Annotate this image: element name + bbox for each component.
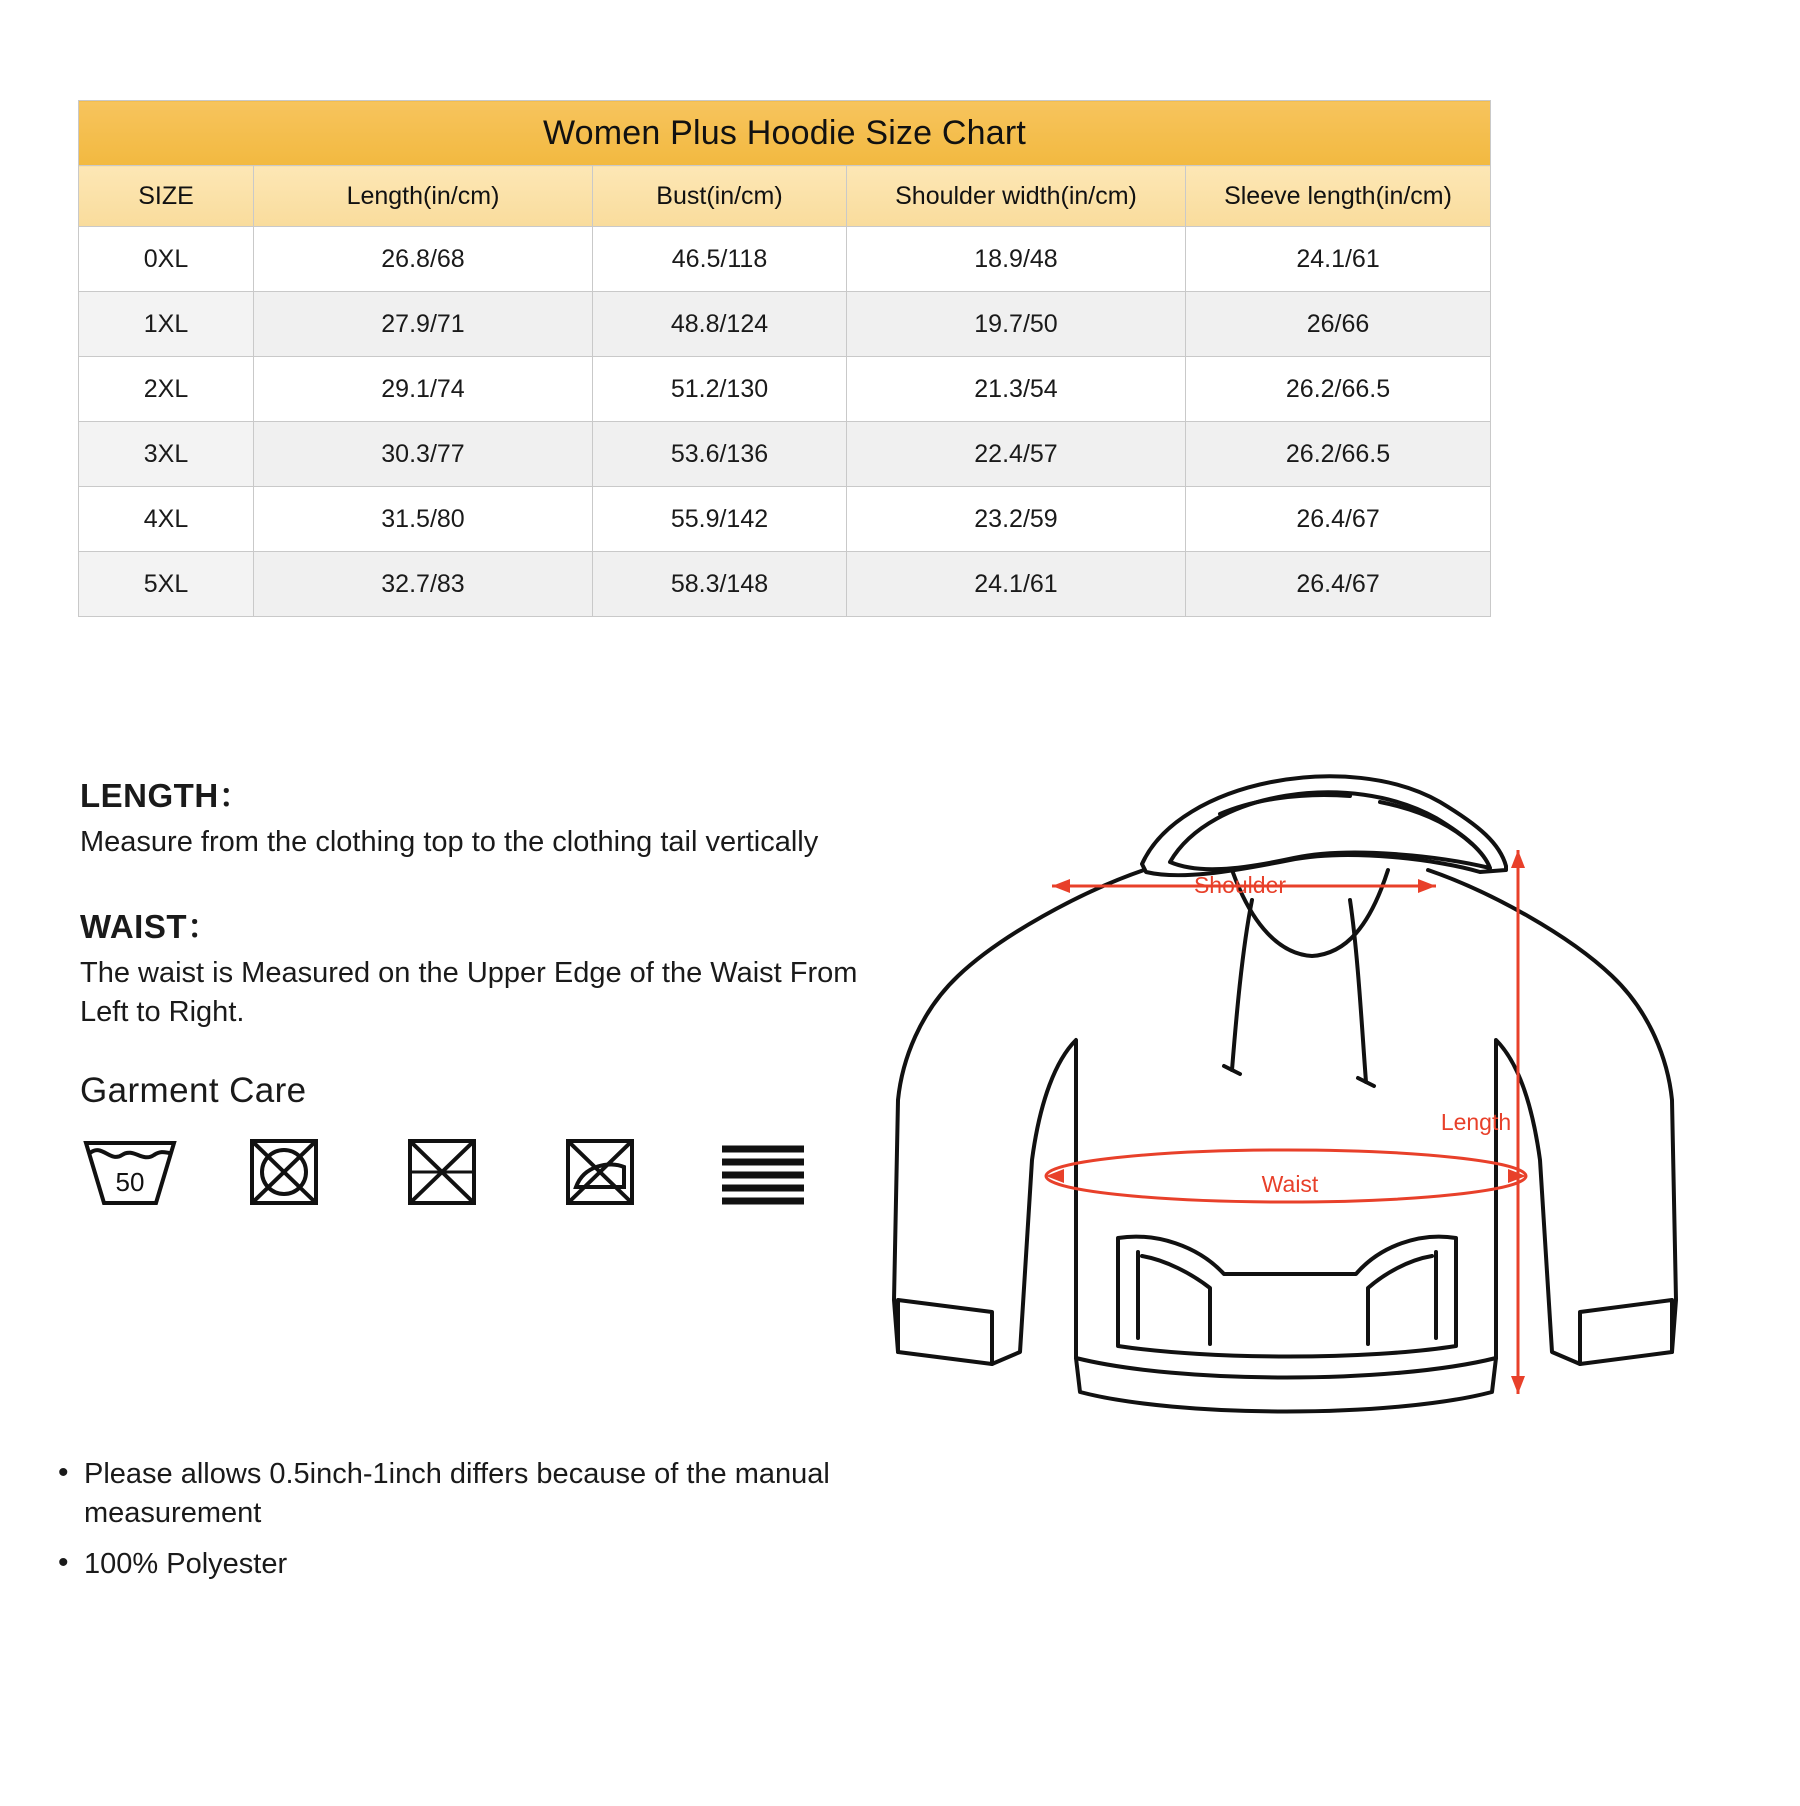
hem-line <box>1076 1358 1496 1378</box>
size-chart-container <box>78 100 1490 617</box>
note-item: • 100% Polyester <box>50 1545 930 1584</box>
pocket-right-fold <box>1368 1256 1432 1344</box>
table-row <box>79 357 1491 422</box>
cell-size: 1XL <box>79 292 254 357</box>
shoulder-arrow-right <box>1418 879 1436 893</box>
cell-length: 31.5/80 <box>254 487 593 552</box>
cell-size: 2XL <box>79 357 254 422</box>
cell-length: 30.3/77 <box>254 422 593 487</box>
size-chart-table <box>78 100 1491 617</box>
cell-shoulder: 22.4/57 <box>847 422 1186 487</box>
length-arrow-top <box>1511 850 1525 868</box>
table-row <box>79 227 1491 292</box>
cell-size: 0XL <box>79 227 254 292</box>
cell-sleeve: 26.4/67 <box>1186 487 1491 552</box>
measurement-instructions <box>80 770 900 1207</box>
wash-temp-label: 50 <box>115 1166 145 1197</box>
cell-length: 27.9/71 <box>254 292 593 357</box>
cell-length: 32.7/83 <box>254 552 593 617</box>
no-bleach-icon <box>238 1129 338 1207</box>
chart-header-row <box>79 166 1491 227</box>
hoodie-diagram <box>880 740 1780 1480</box>
hood-crease-left <box>1220 795 1350 814</box>
cell-sleeve: 26.4/67 <box>1186 552 1491 617</box>
hoodie-body-path <box>894 870 1676 1412</box>
chart-title: Women Plus Hoodie Size Chart <box>79 101 1491 166</box>
pocket-inner-edges <box>1138 1252 1436 1338</box>
cell-size: 3XL <box>79 422 254 487</box>
table-row <box>79 487 1491 552</box>
length-label: Length <box>1440 1109 1512 1135</box>
pocket-outer-path <box>1118 1237 1456 1357</box>
waist-heading: WAIST： <box>80 908 221 946</box>
cell-bust: 48.8/124 <box>593 292 847 357</box>
table-row <box>79 422 1491 487</box>
cell-shoulder: 24.1/61 <box>847 552 1186 617</box>
dry-flat-icon <box>712 1129 812 1207</box>
drawstring-right <box>1350 900 1366 1082</box>
column-header-bust: Bust(in/cm) <box>593 166 847 227</box>
garment-care-icon-row <box>80 1129 900 1207</box>
wash-50-icon <box>80 1129 180 1207</box>
footnotes <box>50 1455 930 1596</box>
cell-length: 29.1/74 <box>254 357 593 422</box>
hood-crease-right <box>1380 802 1472 844</box>
cell-size: 4XL <box>79 487 254 552</box>
no-iron-icon <box>554 1129 654 1207</box>
cell-size: 5XL <box>79 552 254 617</box>
garment-care-heading: Garment Care <box>80 1070 307 1110</box>
column-header-sleeve-length: Sleeve length(in/cm) <box>1186 166 1491 227</box>
cell-sleeve: 24.1/61 <box>1186 227 1491 292</box>
drawstring-left <box>1232 900 1252 1070</box>
cell-shoulder: 23.2/59 <box>847 487 1186 552</box>
cell-bust: 58.3/148 <box>593 552 847 617</box>
cell-shoulder: 19.7/50 <box>847 292 1186 357</box>
cell-length: 26.8/68 <box>254 227 593 292</box>
column-header-shoulder-width: Shoulder width(in/cm) <box>847 166 1186 227</box>
table-row <box>79 552 1491 617</box>
cell-bust: 53.6/136 <box>593 422 847 487</box>
table-row <box>79 292 1491 357</box>
length-description: Measure from the clothing top to the clothing tail vertically <box>80 826 819 858</box>
no-tumble-dry-icon <box>396 1129 496 1207</box>
note-item: • Please allows 0.5inch-1inch differs because of the manual measurement <box>50 1455 930 1533</box>
waist-description: The waist is Measured on the Upper Edge of the Waist From Left to Right. <box>80 957 858 1028</box>
cell-bust: 46.5/118 <box>593 227 847 292</box>
waist-label: Waist <box>1261 1171 1319 1197</box>
pocket-left-fold <box>1142 1256 1210 1344</box>
shoulder-arrow-left <box>1052 879 1070 893</box>
length-arrow-bottom <box>1511 1376 1525 1394</box>
cell-sleeve: 26.2/66.5 <box>1186 357 1491 422</box>
length-heading: LENGTH： <box>80 777 253 814</box>
cell-shoulder: 18.9/48 <box>847 227 1186 292</box>
cell-sleeve: 26/66 <box>1186 292 1491 357</box>
column-header-length: Length(in/cm) <box>254 166 593 227</box>
cell-bust: 51.2/130 <box>593 357 847 422</box>
cell-sleeve: 26.2/66.5 <box>1186 422 1491 487</box>
shoulder-label: Shoulder <box>1193 872 1287 898</box>
cell-bust: 55.9/142 <box>593 487 847 552</box>
cell-shoulder: 21.3/54 <box>847 357 1186 422</box>
column-header-size: SIZE <box>79 166 254 227</box>
